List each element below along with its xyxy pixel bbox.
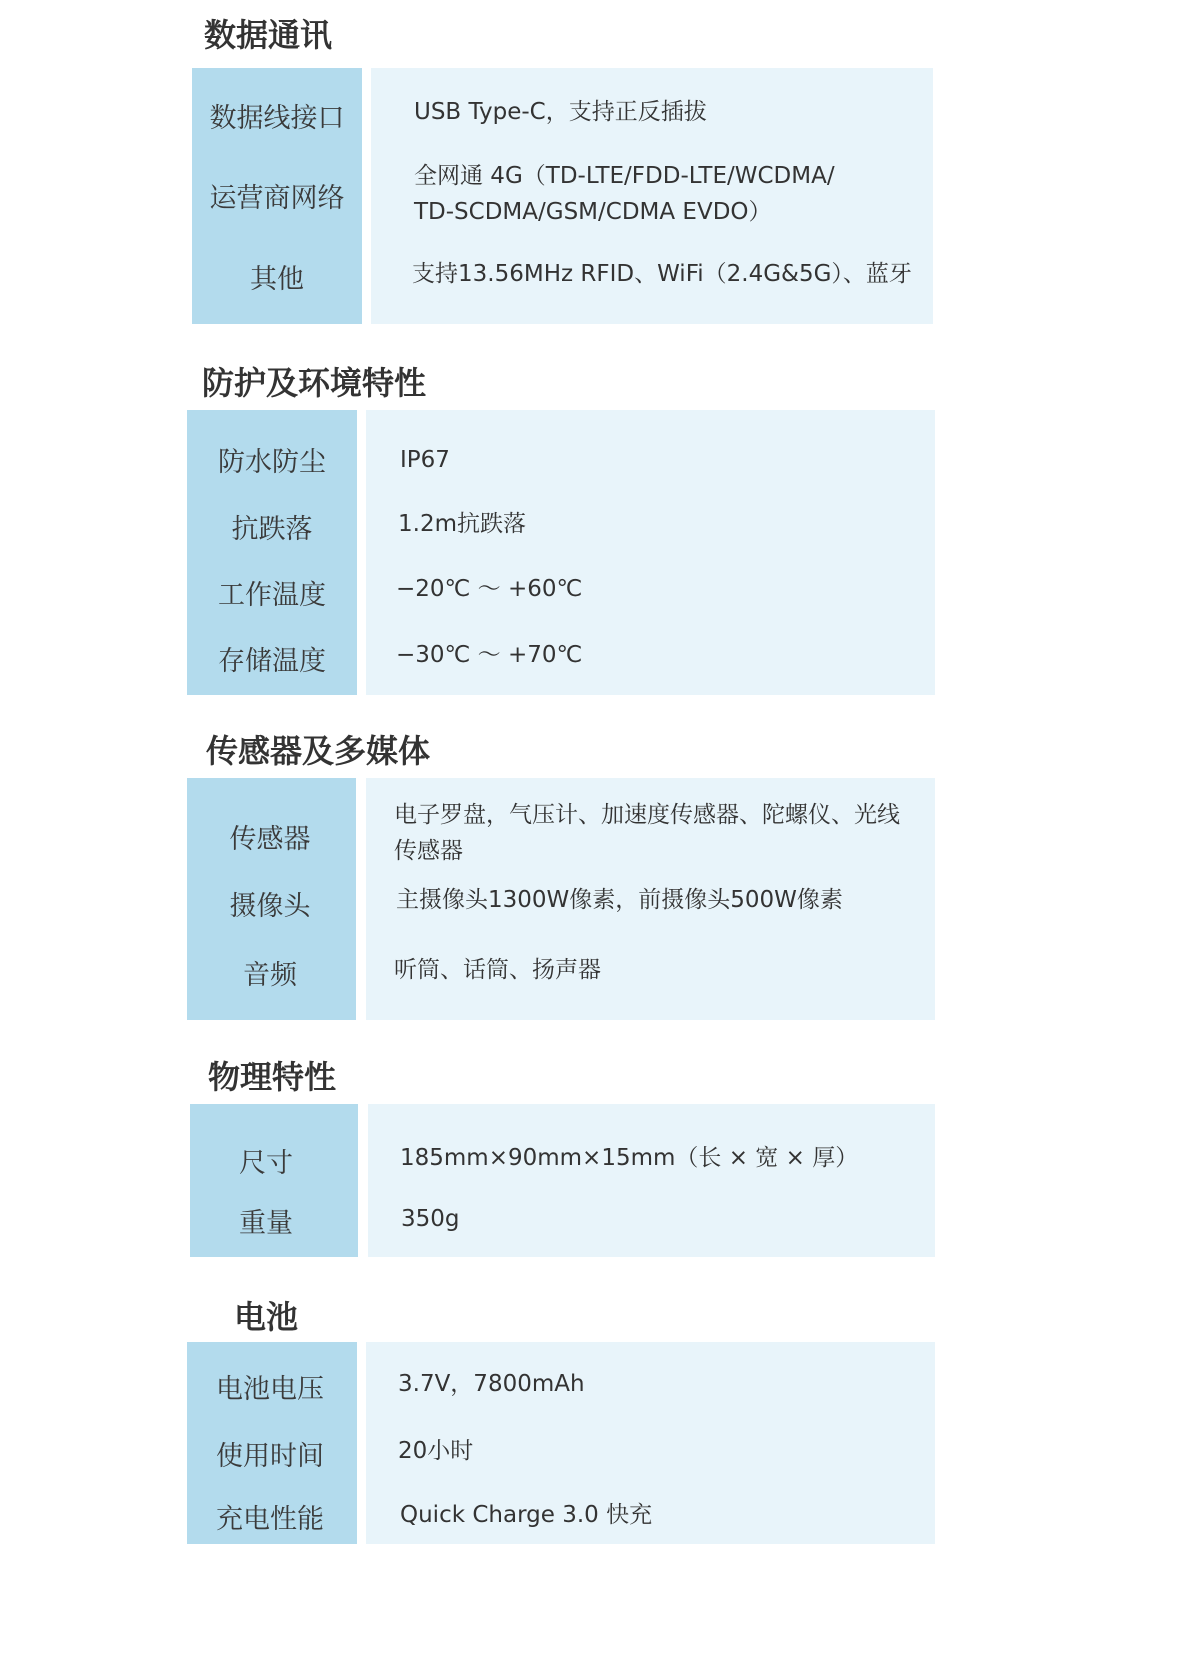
spec-label: 数据线接口 <box>209 103 345 134</box>
section-title-data-communication: 数据通讯 <box>204 16 333 54</box>
section-title-protection-environment: 防护及环境特性 <box>202 364 427 402</box>
spec-label: 音频 <box>243 960 297 991</box>
watermark-text: 使用寿命续航强劲 <box>385 1620 738 1661</box>
spec-label: 防水防尘 <box>218 447 326 478</box>
spec-value-continued: 传感器 <box>394 838 463 864</box>
spec-label: 存储温度 <box>218 646 326 677</box>
spec-value: Quick Charge 3.0 快充 <box>400 1502 653 1528</box>
spec-label: 运营商网络 <box>209 183 345 214</box>
spec-label: 电池电压 <box>216 1374 324 1405</box>
spec-value: −20℃ ～ +60℃ <box>396 576 583 602</box>
spec-value: 电子罗盘，气压计、加速度传感器、陀螺仪、光线 <box>394 802 900 828</box>
spec-value: 20小时 <box>398 1438 474 1464</box>
spec-value: 1.2m抗跌落 <box>398 511 526 537</box>
spec-value: 听筒、话筒、扬声器 <box>394 957 601 983</box>
spec-value: 350g <box>401 1206 460 1232</box>
spec-label: 摄像头 <box>229 891 311 922</box>
spec-value: 主摄像头1300W像素，前摄像头500W像素 <box>396 887 843 913</box>
spec-value: −30℃ ～ +70℃ <box>396 642 583 668</box>
spec-label: 工作温度 <box>218 580 326 611</box>
spec-value: 支持13.56MHz RFID、WiFi（2.4G&5G）、蓝牙 <box>412 261 912 287</box>
spec-value: 185mm×90mm×15mm（长 × 宽 × 厚） <box>400 1145 859 1171</box>
spec-label: 抗跌落 <box>231 514 313 545</box>
spec-label: 尺寸 <box>239 1148 293 1179</box>
spec-value: 全网通 4G（TD-LTE/FDD-LTE/WCDMA/ <box>414 163 835 189</box>
spec-label: 重量 <box>239 1208 293 1239</box>
spec-value: USB Type-C，支持正反插拔 <box>414 99 707 125</box>
spec-label: 充电性能 <box>216 1504 324 1535</box>
section-title-physical: 物理特性 <box>208 1058 337 1096</box>
spec-value: IP67 <box>400 447 450 473</box>
spec-label: 使用时间 <box>216 1441 324 1472</box>
spec-value-continued: TD-SCDMA/GSM/CDMA EVDO） <box>414 199 772 225</box>
spec-value: 3.7V，7800mAh <box>398 1371 585 1397</box>
spec-label: 传感器 <box>229 824 311 855</box>
section-title-sensors-multimedia: 传感器及多媒体 <box>206 732 431 770</box>
spec-label: 其他 <box>250 264 304 295</box>
section-title-battery: 电池 <box>234 1298 299 1336</box>
